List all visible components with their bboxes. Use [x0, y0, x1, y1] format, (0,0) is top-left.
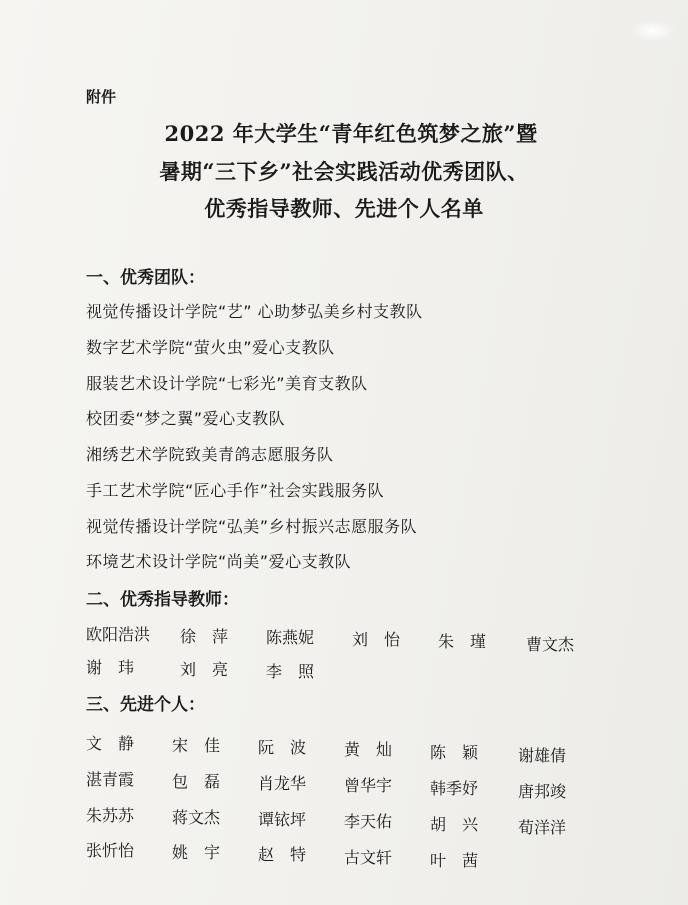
individual-name: 肖龙华 [258, 774, 307, 793]
teacher-name: 欧阳浩洪 [86, 625, 151, 644]
attachment-label: 附件 [86, 88, 117, 106]
individual-name: 叶 茜 [430, 851, 479, 870]
individual-name: 姚 宇 [172, 843, 221, 862]
section-heading-individuals: 三、先进个人： [86, 695, 205, 715]
individual-name: 包 磊 [172, 772, 221, 791]
individual-name: 黄 灿 [344, 740, 393, 759]
individual-name: 荀洋洋 [518, 818, 567, 837]
team-item: 服装艺术设计学院“七彩光”美育支教队 [86, 374, 368, 393]
team-item: 环境艺术设计学院“尚美”爱心支教队 [86, 552, 352, 571]
individual-name: 宋 佳 [172, 736, 221, 755]
individual-name: 赵 特 [258, 845, 307, 864]
individual-name: 陈 颖 [430, 743, 479, 762]
individual-name: 阮 波 [258, 738, 307, 757]
individual-name: 李天佑 [344, 812, 393, 831]
teacher-name: 刘 怡 [352, 630, 401, 649]
section-heading-teams: 一、优秀团队： [86, 268, 205, 288]
title-line-3: 优秀指导教师、先进个人名单 [204, 196, 484, 221]
team-item: 视觉传播设计学院“艺” 心助梦弘美乡村支教队 [86, 302, 423, 321]
individual-name: 谭铱坪 [258, 810, 307, 829]
teacher-name: 陈燕妮 [266, 628, 315, 647]
team-item: 校团委“梦之翼”爱心支教队 [86, 409, 286, 428]
teacher-name: 谢 玮 [86, 658, 135, 677]
title-line-2: 暑期“三下乡”社会实践活动优秀团队、 [159, 159, 529, 184]
title-line-1: 2022 年大学生“青年红色筑梦之旅”暨 [164, 121, 538, 146]
team-item: 数字艺术学院“萤火虫”爱心支教队 [86, 338, 335, 357]
team-item: 视觉传播设计学院“弘美”乡村振兴志愿服务队 [86, 517, 418, 536]
individual-name: 胡 兴 [430, 815, 479, 834]
teacher-name: 曹文杰 [526, 635, 575, 654]
teacher-name: 徐 萍 [180, 627, 229, 646]
teacher-name: 李 照 [266, 662, 315, 681]
individual-name: 文 静 [86, 734, 135, 753]
scan-artifact [630, 20, 676, 42]
individual-name: 谢雄倩 [518, 746, 567, 765]
teacher-name: 刘 亮 [180, 660, 229, 679]
teacher-name: 朱 瑾 [438, 632, 487, 651]
team-item: 湘绣艺术学院致美青鸽志愿服务队 [86, 445, 334, 464]
individual-name: 古文轩 [344, 848, 393, 867]
individual-name: 韩季妤 [430, 779, 479, 798]
individual-name: 朱苏苏 [86, 806, 135, 825]
section-heading-teachers: 二、优秀指导教师： [86, 590, 239, 610]
individual-name: 曾华宇 [344, 776, 393, 795]
individual-name: 湛青霞 [86, 770, 135, 789]
individual-name: 唐邦竣 [518, 782, 567, 801]
individual-name: 张忻怡 [86, 841, 135, 860]
individual-name: 蒋文杰 [172, 808, 221, 827]
team-item: 手工艺术学院“匠心手作”社会实践服务队 [86, 481, 385, 500]
